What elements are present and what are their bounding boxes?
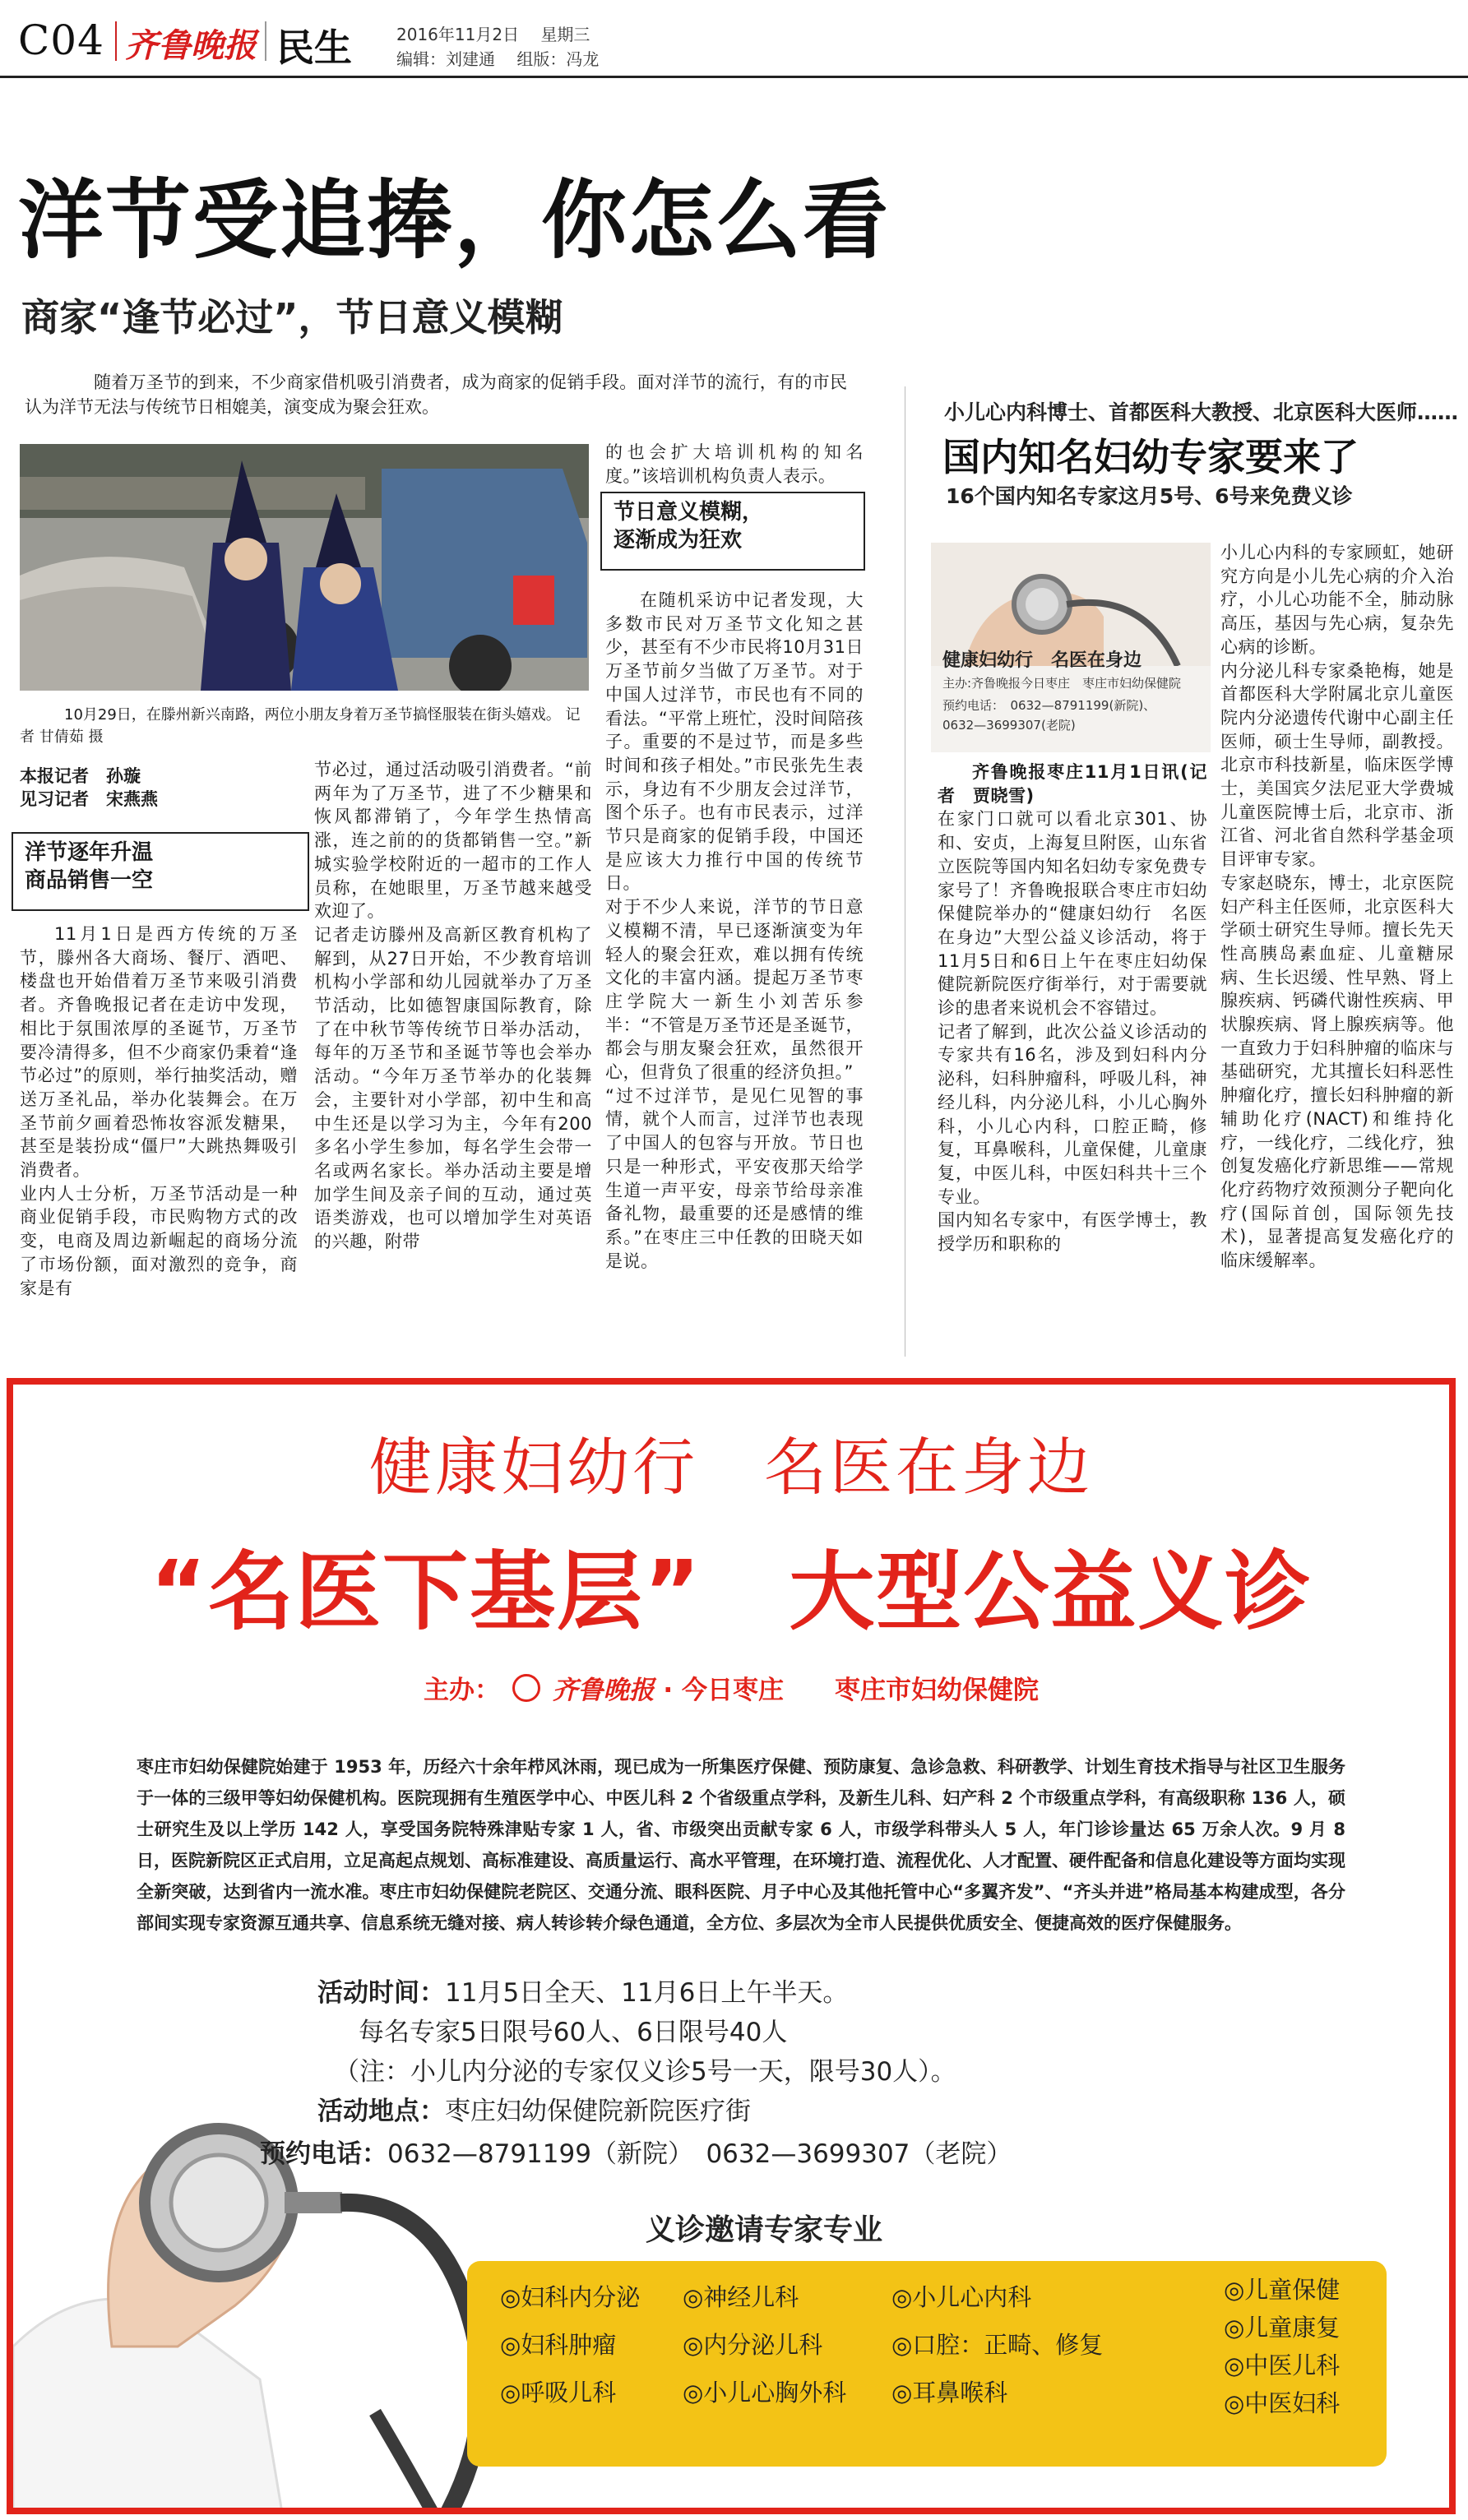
page-number: C04 <box>18 16 104 64</box>
notice-column-1 <box>938 761 1207 1256</box>
clinic-ad <box>7 1378 1456 2514</box>
specialty-item: ◎妇科内分泌 <box>500 2283 641 2311</box>
host-rest: · 今日枣庄 枣庄市妇幼保健院 <box>663 1676 1039 1705</box>
masthead <box>0 0 1468 78</box>
ad-intro: 枣庄市妇幼保健院始建于 1953 年，历经六十余年栉风沐雨，现已成为一所集医疗保健、预防康复、急诊急救、科研教学、计划生育技术指导与社区卫生服务于一体的三级甲等妇幼保健机构。医院现拥有生殖医学中心、中医儿科 2 个省级重点学科，及新生儿科、妇产科 2 个市级重点学科，有高级职称 136 人，硕士研究生及以上学历 142 人，享受国务院特殊津贴专家 1 人，省、市级突出贡献专家 6 人，市级学科带头人 5 人，年门诊诊量达 65 万余人次。9 月 8 日，医院新院区正式启用，立足高起点规划、高标准建设、高质量运行、高水平管理，在环境打造、流程优化、人才配置、硬件配备和信息化建设等方面均实现全新突破，达到省内一流水准。枣庄市妇幼保健院老院区、交通分流、眼科医院、月子中心及其他托管中心“多翼齐发”、“齐头并进”格局基本构建成型，各分部间实现专家资源互通共享、信息系统无缝对接、病人转诊转介绿色通道，全方位、多层次为全市人民提供优质安全、便捷高效的医疗保健服务。 <box>137 1757 1345 1933</box>
notice-kicker: 小儿心内科博士、首都医科大教授、北京医科大医师…… <box>944 400 1459 424</box>
layout-editor: 组版：冯龙 <box>516 49 600 69</box>
specialty-panel <box>467 2261 1387 2467</box>
specialty-col-1 <box>500 2281 640 2409</box>
host-label: 主办： <box>424 1676 501 1705</box>
thumbnail-title: 健康妇幼行 名医在身边 <box>942 650 1142 671</box>
article-column-1: 11月1日是西方传统的万圣节，滕州各大商场、餐厅、酒吧、楼盘也开始借着万圣节来吸引消费者。齐鲁晚报记者在走访中发现，相比于氛围浓厚的圣诞节，万圣节要冷清得多，但不少商家仍秉着“逢节必过”的原则，举行抽奖活动，赠送万圣礼品，举办化装舞会。在万圣节前夕画着恐怖妆容派发糖果，甚至是装扮成“僵尸”大跳热舞吸引消费者。 业内人士分析，万圣节活动是一种商业促销手段，市民购物方式的改变，电商及周边新崛起的商场分流了市场份额，面对激烈的竞争，商家是有 <box>20 924 298 1298</box>
issue-date <box>396 21 590 45</box>
lead-paragraph: 随着万圣节的到来，不少商家借机吸引消费者，成为商家的促销手段。面对洋节的流行，有的市民认为洋节无法与传统节日相媲美，演变成为聚会狂欢。 <box>25 372 847 417</box>
photo-illustration <box>20 444 589 691</box>
specialty-item: ◎耳鼻喉科 <box>891 2379 1008 2407</box>
note: （注：小儿内分泌的专家仅义诊5号一天，限号30人）。 <box>334 2057 956 2087</box>
specialty-col-2 <box>683 2281 846 2409</box>
ad-title: “名医下基层” 大型公益义诊 <box>150 1542 1313 1642</box>
paper-logo: 齐鲁晚报 <box>125 26 257 65</box>
specialty-item: ◎小儿心胸外科 <box>683 2379 847 2407</box>
notice-dateline: 齐鲁晚报枣庄11月1日讯(记者 贾晓雪) <box>938 762 1207 806</box>
place-label: 活动地点： <box>317 2097 445 2126</box>
main-headline: 洋节受追捧，你怎么看 <box>18 170 891 270</box>
specialty-item: ◎神经儿科 <box>683 2283 799 2311</box>
host-paper: 齐鲁晚报 <box>552 1676 655 1705</box>
byline-reporter: 本报记者 孙璇 <box>20 766 141 786</box>
ad-details <box>260 1973 1296 2174</box>
specialty-item: ◎口腔：正畸、修复 <box>891 2331 1104 2359</box>
date: 2016年11月2日 <box>396 25 520 44</box>
time-label: 活动时间： <box>317 1978 445 2008</box>
specialty-item: ◎儿童康复 <box>1224 2314 1341 2342</box>
notice-column-2: 小儿心内科的专家顾虹，她研究方向是小儿先心病的介入治疗，小儿心功能不全，肺动脉高压，基因与先心病，复杂先心病的诊断。 内分泌儿科专家桑艳梅，她是首都医科大学附属北京儿童医院内分泌遗传代谢中心副主任医师，硕士生导师，副教授。北京市科技新星，临床医学博士，美国宾夕法尼亚大学费城儿童医院博士后，北京市、浙江省、河北省自然科学基金项目评审专家。 专家赵晓东，博士，北京医院妇产科主任医师，北京医科大学硕士研究生导师。擅长先天性高胰岛素血症、儿童糖尿病、生长迟缓、性早熟、肾上腺疾病、钙磷代谢性疾病、甲状腺疾病、肾上腺疾病等。他一直致力于妇科肿瘤的临床与基础研究，尤其擅长妇科恶性肿瘤化疗，擅长妇科肿瘤的新辅助化疗(NACT)和维持化疗，一线化疗，二线化疗，独创复发癌化疗新思维——常规化疗药物疗效预测分子靶向化疗(国际首创，国际领先技术)，显著提高复发癌化疗的临床缓解率。 <box>1220 543 1454 1271</box>
halloween-photo <box>20 444 589 691</box>
photo-caption: 10月29日，在滕州新兴南路，两位小朋友身着万圣节搞怪服装在街头嬉戏。 记者 甘倩茹 摄 <box>20 706 581 746</box>
subhead-box-meaning: 节日意义模糊， 逐渐成为狂欢 <box>600 492 865 571</box>
byline-intern: 见习记者 宋燕燕 <box>20 789 158 809</box>
booking-phone: 0632—8791199（新院） 0632—3699307（老院） <box>387 2139 1012 2169</box>
specialty-title: 义诊邀请专家专业 <box>645 2213 882 2247</box>
event-place: 枣庄妇幼保健院新院医疗街 <box>445 2097 751 2126</box>
specialty-item: ◎中医儿科 <box>1224 2351 1341 2379</box>
editor-credits <box>396 46 599 70</box>
notice-subheadline: 16个国内知名专家这月5号、6号来免费义诊 <box>946 484 1353 508</box>
editor: 编辑：刘建通 <box>396 49 495 69</box>
specialty-item: ◎内分泌儿科 <box>683 2331 823 2359</box>
specialty-item: ◎呼吸儿科 <box>500 2379 617 2407</box>
thumbnail-host: 主办:齐鲁晚报今日枣庄 枣庄市妇幼保健院 <box>942 676 1182 691</box>
main-subheadline: 商家“逢节必过”，节日意义模糊 <box>21 295 563 340</box>
event-time: 11月5日全天、11月6日上午半天。 <box>445 1978 849 2008</box>
subhead-box-sales: 洋节逐年升温 商品销售一空 <box>12 832 309 911</box>
specialty-item: ◎小儿心内科 <box>891 2283 1032 2311</box>
specialty-item: ◎儿童保健 <box>1224 2276 1341 2304</box>
notice-column-1-text: 在家门口就可以看北京301、协和、安贞，上海复旦附医，山东省立医院等国内知名妇幼专家免费专家号了！齐鲁晚报联合枣庄市妇幼保健院举办的“健康妇幼行 名医在身边”大型公益义诊活动，将于11月5日和6日上午在枣庄妇幼保健院新院医疗街举行，对于需要就诊的患者来说机会不容错过。 记者了解到，此次公益义诊活动的专家共有16名，涉及到妇科内分泌科，妇科肿瘤科，呼吸儿科，神经儿科，内分泌儿科，小儿心胸外科，小儿心内科，口腔正畸，修复，耳鼻喉科，儿童保健，儿童康复，中医儿科，中医妇科共十三个专业。 国内知名专家中，有医学博士，教授学历和职称的 <box>938 809 1207 1255</box>
article-column-2: 节必过，通过活动吸引消费者。“前两年为了万圣节，进了不少糖果和恢风都滞销了，今年学生热情高涨，连之前的的货都销售一空。”新城实验学校附近的一超市的工作人员称，在她眼里，万圣节越来越受欢迎了。 记者走访滕州及高新区教育机构了解到，从27日开始，不少教育培训机构小学部和幼儿园就举办了万圣节活动，比如德智康国际教育，除了在中秋节等传统节日举办活动，每年的万圣节和圣诞节等也会举办活动。“今年万圣节举办的化装舞会，主要针对小学部，初中生和高中生还是以学习为主，今年有200多名小学生参加，每名学生会带一名或两名家长。举办活动主要是增加学生间及亲子间的互动，通过英语类游戏，也可以增加学生对英语的兴趣，附带 <box>314 760 592 1252</box>
specialty-item: ◎妇科肿瘤 <box>500 2331 617 2359</box>
notice-headline: 国内知名妇幼专家要来了 <box>942 435 1359 479</box>
specialty-col-3 <box>891 2281 1103 2409</box>
thumbnail-phone: 预约电话： 0632—8791199(新院)、 0632—3699307(老院) <box>942 698 1156 733</box>
specialty-col-4 <box>1224 2271 1340 2422</box>
weekday: 星期三 <box>540 25 590 44</box>
ad-hosts <box>13 1669 1449 1706</box>
section-name: 民生 <box>276 25 352 70</box>
logo-icon <box>512 1674 540 1702</box>
ad-slogan: 健康妇幼行 名医在身边 <box>369 1431 1093 1504</box>
quota: 每名专家5日限号60人、6日限号40人 <box>359 2018 788 2047</box>
article-column-3: 在随机采访中记者发现，大多数市民对万圣节文化知之甚少，甚至有不少市民将10月31日万圣节前夕当做了万圣节。对于中国人过洋节，市民也有不同的看法。“平常上班忙，没时间陪孩子。重要的不是过节，而是多些时间和孩子相处。”市民张先生表示，身边有不少朋友会过洋节，图个乐子。也有市民表示，过洋节只是商家的促销手段，中国还是应该大力推行中国的传统节日。 对于不少人来说，洋节的节日意义模糊不清，早已逐渐演变为年轻人的聚会狂欢，难以拥有传统文化的丰富内涵。提起万圣节枣庄学院大一新生小刘苦乐参半：“不管是万圣节还是圣诞节，都会与朋友聚会狂欢，虽然很开心，但背负了很重的经济负担。” “过不过洋节，是见仁见智的事情，就个人而言，过洋节也表现了中国人的包容与开放。节日也只是一种形式，平安夜那天给学生道一声平安，母亲节给母亲准备礼物，最重要的还是感情的维系。”在枣庄三中任教的田晓天如是说。 <box>605 590 864 1271</box>
notice-thumbnail <box>931 543 1211 752</box>
specialty-item: ◎中医妇科 <box>1224 2389 1341 2417</box>
article-column-3-top: 的也会扩大培训机构的知名度。”该培训机构负责人表示。 <box>605 442 864 486</box>
phone-label: 预约电话： <box>260 2139 387 2169</box>
